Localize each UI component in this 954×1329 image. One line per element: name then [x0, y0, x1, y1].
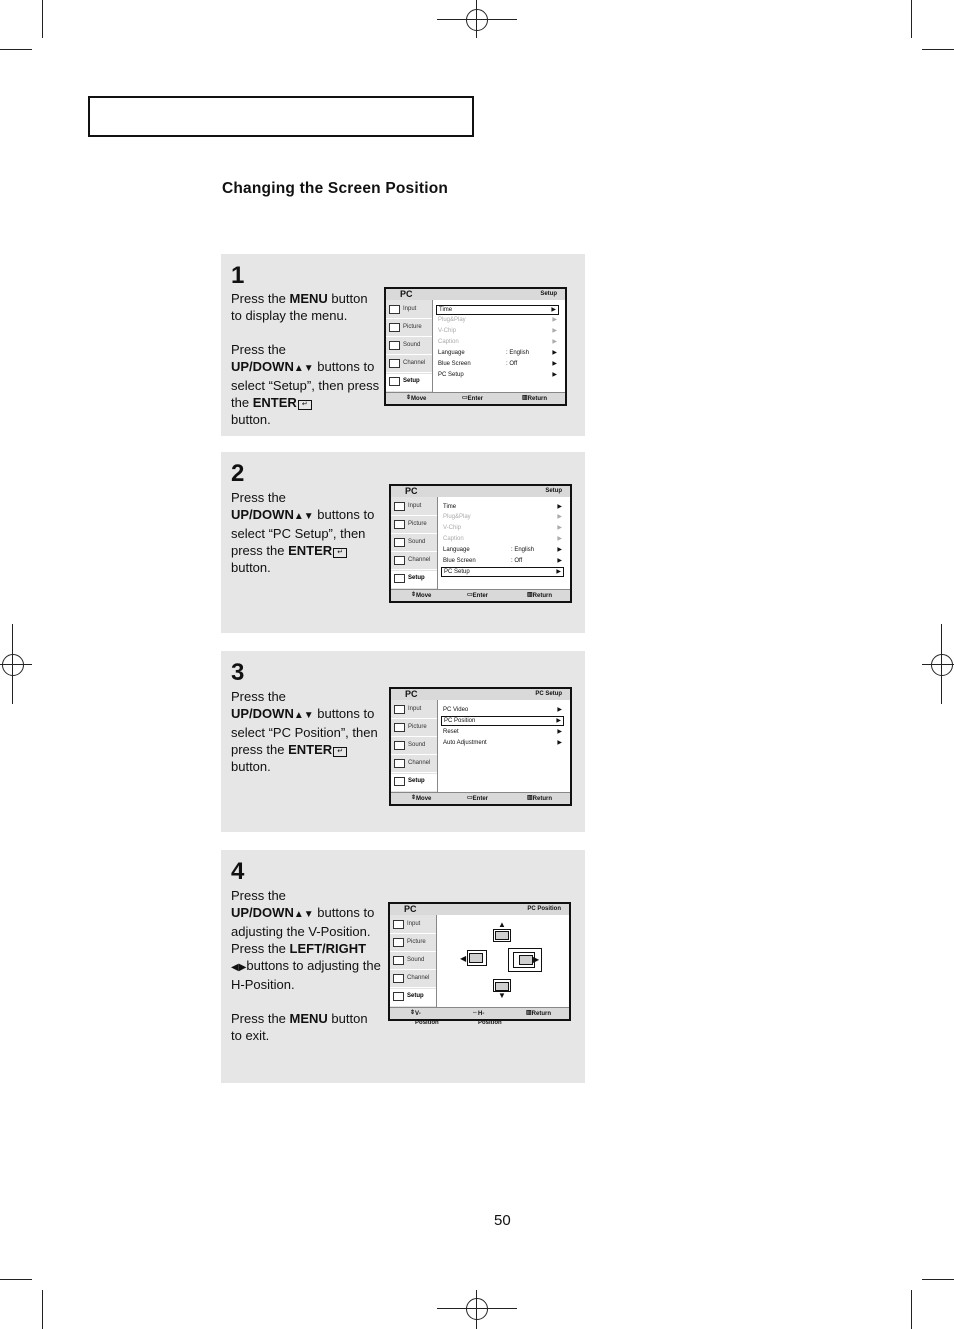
- enter-icon: ↵: [333, 747, 347, 757]
- step-text: Press the UP/DOWN▲▼ buttons to adjusting the V-Position. Press the LEFT/RIGHT ◀▶buttons to adjusting the H-Position. Press the MENU button to exit.: [231, 888, 381, 1043]
- side-item-sound: Sound: [391, 535, 437, 552]
- setup-icon: [394, 777, 405, 786]
- step-1: [221, 254, 585, 436]
- step-number: 2: [231, 460, 245, 487]
- input-icon: [394, 502, 405, 511]
- channel-icon: [389, 359, 400, 368]
- side-item-input: Input: [391, 702, 437, 719]
- page-number: 50: [494, 1212, 511, 1229]
- picture-icon: [394, 520, 405, 529]
- setup-icon: [394, 574, 405, 583]
- input-icon: [389, 305, 400, 314]
- channel-icon: [394, 759, 405, 768]
- step-number: 3: [231, 659, 245, 686]
- side-item-sound: Sound: [391, 738, 437, 755]
- channel-icon: [393, 974, 404, 983]
- step-text: Press the UP/DOWN▲▼ buttons to select “PC Setup”, then press the ENTER ↵ button.: [231, 490, 375, 575]
- side-item-input: Input: [391, 499, 437, 516]
- input-icon: [394, 705, 405, 714]
- side-item-picture: Picture: [391, 517, 437, 534]
- picture-icon: [393, 938, 404, 947]
- up-down-icon: ▲▼: [293, 909, 314, 920]
- sound-icon: [393, 956, 404, 965]
- picture-icon: [389, 323, 400, 332]
- osd-setup-screen-pcsetup: PC Setup Input Picture Sound Channel Setup Time ▶ Plug&Play ▶ V-Chip ▶ Caption ▶ Language : English ▶ Blue Screen : Off ▶ PC Setup ▶ ⇕ Move ▭ Enter ▥ Return: [389, 484, 572, 603]
- up-down-icon: ▲▼: [293, 363, 314, 374]
- side-item-setup: Setup: [386, 374, 432, 391]
- side-item-picture: Picture: [386, 320, 432, 337]
- side-item-channel: Channel: [386, 356, 432, 373]
- input-icon: [393, 920, 404, 929]
- side-item-picture: Picture: [391, 720, 437, 737]
- step-text: Press the UP/DOWN▲▼ buttons to select “PC Position”, then press the ENTER ↵ button.: [231, 689, 378, 774]
- side-item-input: Input: [386, 302, 432, 319]
- setup-icon: [389, 377, 400, 386]
- side-item-channel: Channel: [391, 553, 437, 570]
- step-3: [221, 651, 585, 832]
- left-right-icon: ◀▶: [231, 962, 247, 973]
- setup-icon: [393, 992, 404, 1001]
- side-item-setup: Setup: [391, 571, 437, 588]
- step-4: [221, 850, 585, 1083]
- step-number: 4: [231, 858, 245, 885]
- side-item-picture: Picture: [390, 935, 436, 952]
- osd-pcsetup-screen: PC PC Setup Input Picture Sound Channel Setup PC Video ▶ PC Position ▶ Reset ▶ Auto Adjustment ▶ ⇕ Move ▭ Enter ▥ Return: [389, 687, 572, 806]
- channel-icon: [394, 556, 405, 565]
- up-down-icon: ▲▼: [293, 710, 314, 721]
- side-item-setup: Setup: [390, 989, 436, 1006]
- down-arrow-icon: ▼: [498, 991, 506, 1000]
- enter-icon: ↵: [333, 548, 347, 558]
- side-item-input: Input: [390, 917, 436, 934]
- header-box: [88, 96, 474, 137]
- position-box-up: [493, 929, 511, 942]
- sound-icon: [394, 538, 405, 547]
- side-item-sound: Sound: [386, 338, 432, 355]
- sound-icon: [394, 741, 405, 750]
- step-number: 1: [231, 262, 245, 289]
- position-box-left: [467, 950, 487, 966]
- step-2: [221, 452, 585, 633]
- osd-setup-screen: PC Setup Input Picture Sound Channel Setup Time ▶ Plug&Play ▶ V-Chip ▶ Caption ▶ Language : English ▶ Blue Screen : Off ▶ PC Setup ▶ ⇕ Move ▭ Enter ▥ Return: [384, 287, 567, 406]
- side-item-setup: Setup: [391, 774, 437, 791]
- osd-pcposition-screen: PC PC Position Input Picture Sound Channel Setup ▲ ◀ ▶ ▼ ⇕ V-Position ⇔ H-Position ▥ Return: [388, 902, 571, 1021]
- up-arrow-icon: ▲: [498, 920, 506, 929]
- side-item-sound: Sound: [390, 953, 436, 970]
- up-down-icon: ▲▼: [293, 511, 314, 522]
- position-box-right: ▶: [508, 948, 542, 972]
- picture-icon: [394, 723, 405, 732]
- left-arrow-icon: ◀: [460, 954, 467, 963]
- step-text: Press the MENU button to display the menu. Press the UP/DOWN▲▼ buttons to select “Setup”, then press the ENTER ↵ button.: [231, 291, 380, 427]
- enter-icon: ↵: [298, 400, 312, 410]
- side-item-channel: Channel: [391, 756, 437, 773]
- sound-icon: [389, 341, 400, 350]
- side-item-channel: Channel: [390, 971, 436, 988]
- section-title: Changing the Screen Position: [222, 180, 449, 197]
